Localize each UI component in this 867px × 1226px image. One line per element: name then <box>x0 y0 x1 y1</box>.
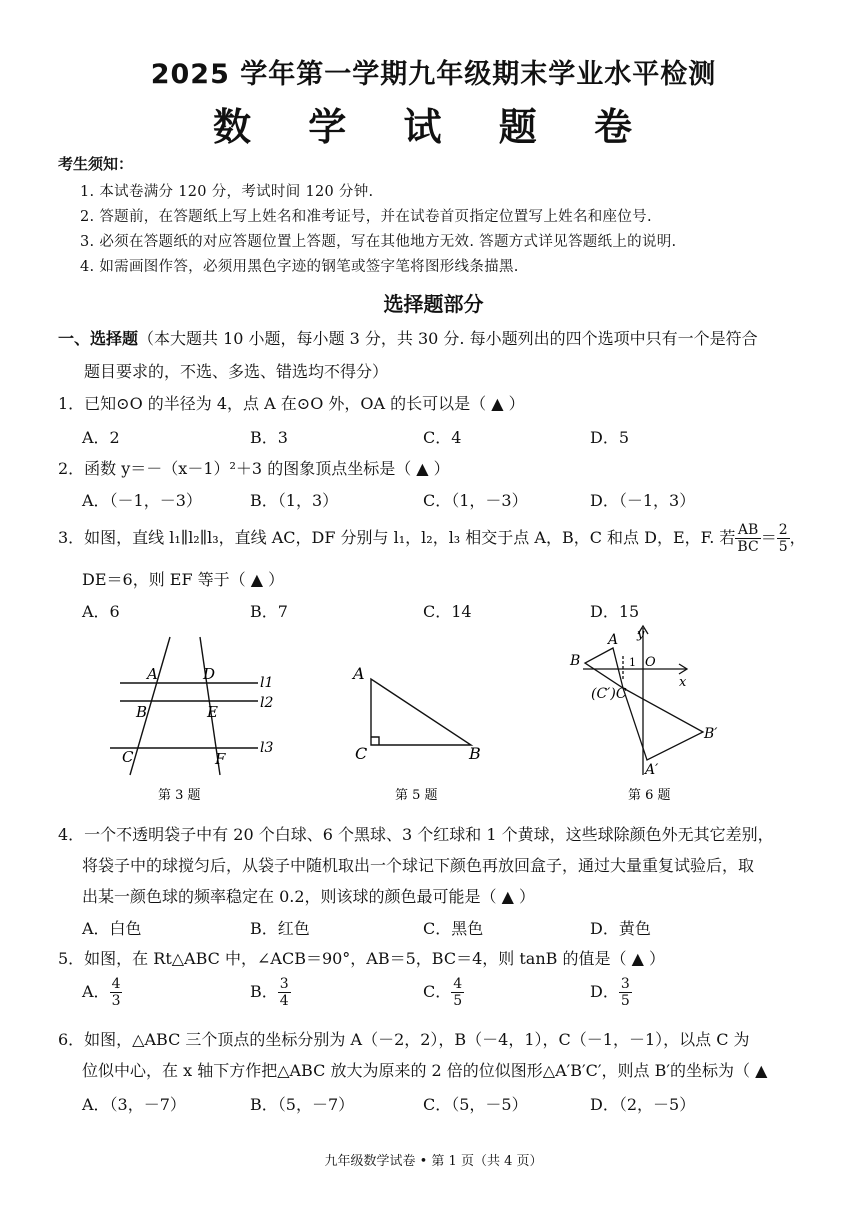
figure-6 <box>565 620 740 805</box>
q2-option-b: B．（1，3） <box>250 491 339 510</box>
label-a: A <box>608 632 619 648</box>
q6-stem-line2: 位似中心，在 x 轴下方作把△ABC 放大为原来的 2 倍的位似图形△A′B′C′，则点 B′的坐标为（ ▲ <box>82 1061 768 1080</box>
q5-d-num: 3 <box>620 976 630 992</box>
triangle-abc <box>585 648 623 688</box>
label-d: D <box>203 665 216 683</box>
q4-stem-line2: 将袋子中的球搅匀后，从袋子中随机取出一个球记下颜色再放回盒子，通过大量重复试验后，取 <box>82 856 755 875</box>
q3-stem-tail: ， <box>789 528 806 547</box>
notice-item: 4. 如需画图作答，必须用黑色字迹的钢笔或签字笔将图形线条描黑. <box>80 259 519 275</box>
q3-frac2-num: 2 <box>778 522 788 538</box>
figure-3-caption: 第 3 题 <box>158 788 201 803</box>
q1-stem: 1．已知⊙O 的半径为 4，点 A 在⊙O 外，OA 的长可以是（ ▲ ） <box>58 394 525 413</box>
label-l1: l1 <box>260 675 274 691</box>
q3-option-c: C．14 <box>423 602 472 621</box>
q2-option-a: A．（－1，－3） <box>82 491 202 510</box>
q5-d-den: 5 <box>620 993 630 1009</box>
q6-option-c: C．（5，－5） <box>423 1095 528 1114</box>
q5-a-den: 3 <box>111 993 121 1009</box>
label-l3: l3 <box>260 740 274 756</box>
label-x: x <box>679 675 687 690</box>
label-o: O <box>645 655 656 670</box>
q3-stem <box>58 522 806 555</box>
figure-5-caption: 第 5 题 <box>395 788 438 803</box>
q3-option-b: B．7 <box>250 602 288 621</box>
q4-option-b: B．红色 <box>250 919 310 938</box>
triangle-abc <box>371 679 471 745</box>
label-e: E <box>207 703 218 721</box>
q2-option-d: D．（－1，3） <box>590 491 696 510</box>
q3-frac1-den: BC <box>737 539 759 555</box>
label-a: A <box>353 664 365 683</box>
notice-item: 1. 本试卷满分 120 分，考试时间 120 分钟. <box>80 184 374 200</box>
q5-option-a <box>82 976 122 1009</box>
q4-option-d: D．黄色 <box>590 919 651 938</box>
label-b: B <box>570 653 581 669</box>
q2-option-c: C．（1，－3） <box>423 491 528 510</box>
section-title: 选择题部分 <box>383 292 484 316</box>
label-b: B <box>136 703 148 721</box>
part-label: 一、选择题 <box>58 329 139 348</box>
label-one: 1 <box>629 656 636 669</box>
q3-option-a: A．6 <box>82 602 120 621</box>
q3-option-d: D．15 <box>590 602 640 621</box>
q6-stem-line1: 6．如图，△ABC 三个顶点的坐标分别为 A（－2，2），B（－4，1），C（－1，－1），以点 C 为 <box>58 1030 750 1049</box>
q5-b-num: 3 <box>279 976 289 992</box>
right-angle-mark <box>371 737 379 745</box>
q3-fraction-2-5 <box>777 522 790 555</box>
q3-fraction-ab-bc <box>735 522 760 555</box>
label-a: A <box>147 665 158 683</box>
q6-option-b: B．（5，－7） <box>250 1095 355 1114</box>
q4-stem-line3: 出某一颜色球的频率稳定在 0.2，则该球的颜色最可能是（ ▲ ） <box>82 887 536 906</box>
q5-b-den: 4 <box>279 993 289 1009</box>
label-c-prime-c: (C′)C <box>591 686 627 702</box>
q5-c-den: 5 <box>453 993 463 1009</box>
figure-3 <box>100 625 290 805</box>
q6-option-d: D．（2，－5） <box>590 1095 696 1114</box>
label-f: F <box>215 750 226 768</box>
q5-option-a-letter: A． <box>82 982 110 1001</box>
part-desc-line1: （本大题共 10 小题，每小题 3 分，共 30 分. 每小题列出的四个选项中只有一个是符合 <box>138 329 758 348</box>
notice-item: 3. 必须在答题纸的对应答题位置上答题，写在其他地方无效. 答题方式详见答题纸上的说明. <box>80 234 677 250</box>
q5-option-b-letter: B． <box>250 982 278 1001</box>
q3-stem-a: 3．如图，直线 l₁∥l₂∥l₃，直线 AC，DF 分别与 l₁，l₂，l₃ 相交于点 A，B，C 和点 D，E，F. 若 <box>58 528 736 547</box>
triangle-a-prime-b-prime-c-prime <box>623 688 703 760</box>
figure-5 <box>345 655 505 805</box>
q5-a-num: 4 <box>111 976 121 992</box>
part-description <box>58 326 758 349</box>
page-footer: 九年级数学试卷 • 第 1 页（共 4 页） <box>324 1154 543 1169</box>
q6-option-a: A．（3，－7） <box>82 1095 186 1114</box>
q3-equals: ＝ <box>760 528 777 547</box>
label-b-prime: B′ <box>704 726 718 742</box>
q5-stem: 5．如图，在 Rt△ABC 中，∠ACB＝90°，AB＝5，BC＝4，则 tanB 的值是（ ▲ ） <box>58 949 665 968</box>
q5-option-c <box>423 976 464 1009</box>
q4-option-c: C．黑色 <box>423 919 484 938</box>
q5-option-d <box>590 976 632 1009</box>
q5-option-d-letter: D． <box>590 982 619 1001</box>
q3-stem-b: DE＝6，则 EF 等于（ ▲ ） <box>82 570 285 589</box>
label-a-prime: A′ <box>645 762 659 778</box>
notice-heading: 考生须知： <box>58 155 134 173</box>
exam-title: 2025 学年第一学期九年级期末学业水平检测 <box>150 59 717 90</box>
notice-item: 2. 答题前，在答题纸上写上姓名和准考证号，并在试卷首页指定位置写上姓名和座位号. <box>80 209 652 225</box>
q5-option-b <box>250 976 291 1009</box>
q4-stem-line1: 4．一个不透明袋子中有 20 个白球、6 个黑球、3 个红球和 1 个黄球，这些球除颜色外无其它差别， <box>58 825 774 844</box>
q5-option-c-letter: C． <box>423 982 452 1001</box>
q5-c-num: 4 <box>453 976 463 992</box>
exam-subtitle: 数 学 试 题 卷 <box>213 105 654 149</box>
q2-stem: 2．函数 y＝－（x－1）²＋3 的图象顶点坐标是（ ▲ ） <box>58 459 450 478</box>
q1-option-c: C．4 <box>423 428 462 447</box>
label-l2: l2 <box>260 695 274 711</box>
q3-frac1-num: AB <box>735 522 760 539</box>
label-c: C <box>122 748 134 766</box>
q3-frac2-den: 5 <box>778 539 788 555</box>
q1-option-d: D．5 <box>590 428 630 447</box>
label-b: B <box>469 744 481 763</box>
q4-option-a: A．白色 <box>82 919 142 938</box>
label-c: C <box>355 744 368 763</box>
q1-option-b: B．3 <box>250 428 288 447</box>
q1-option-a: A．2 <box>82 428 120 447</box>
label-y: y <box>637 627 645 642</box>
part-desc-line2: 题目要求的，不选、多选、错选均不得分） <box>84 362 389 381</box>
figure-6-caption: 第 6 题 <box>628 788 671 803</box>
